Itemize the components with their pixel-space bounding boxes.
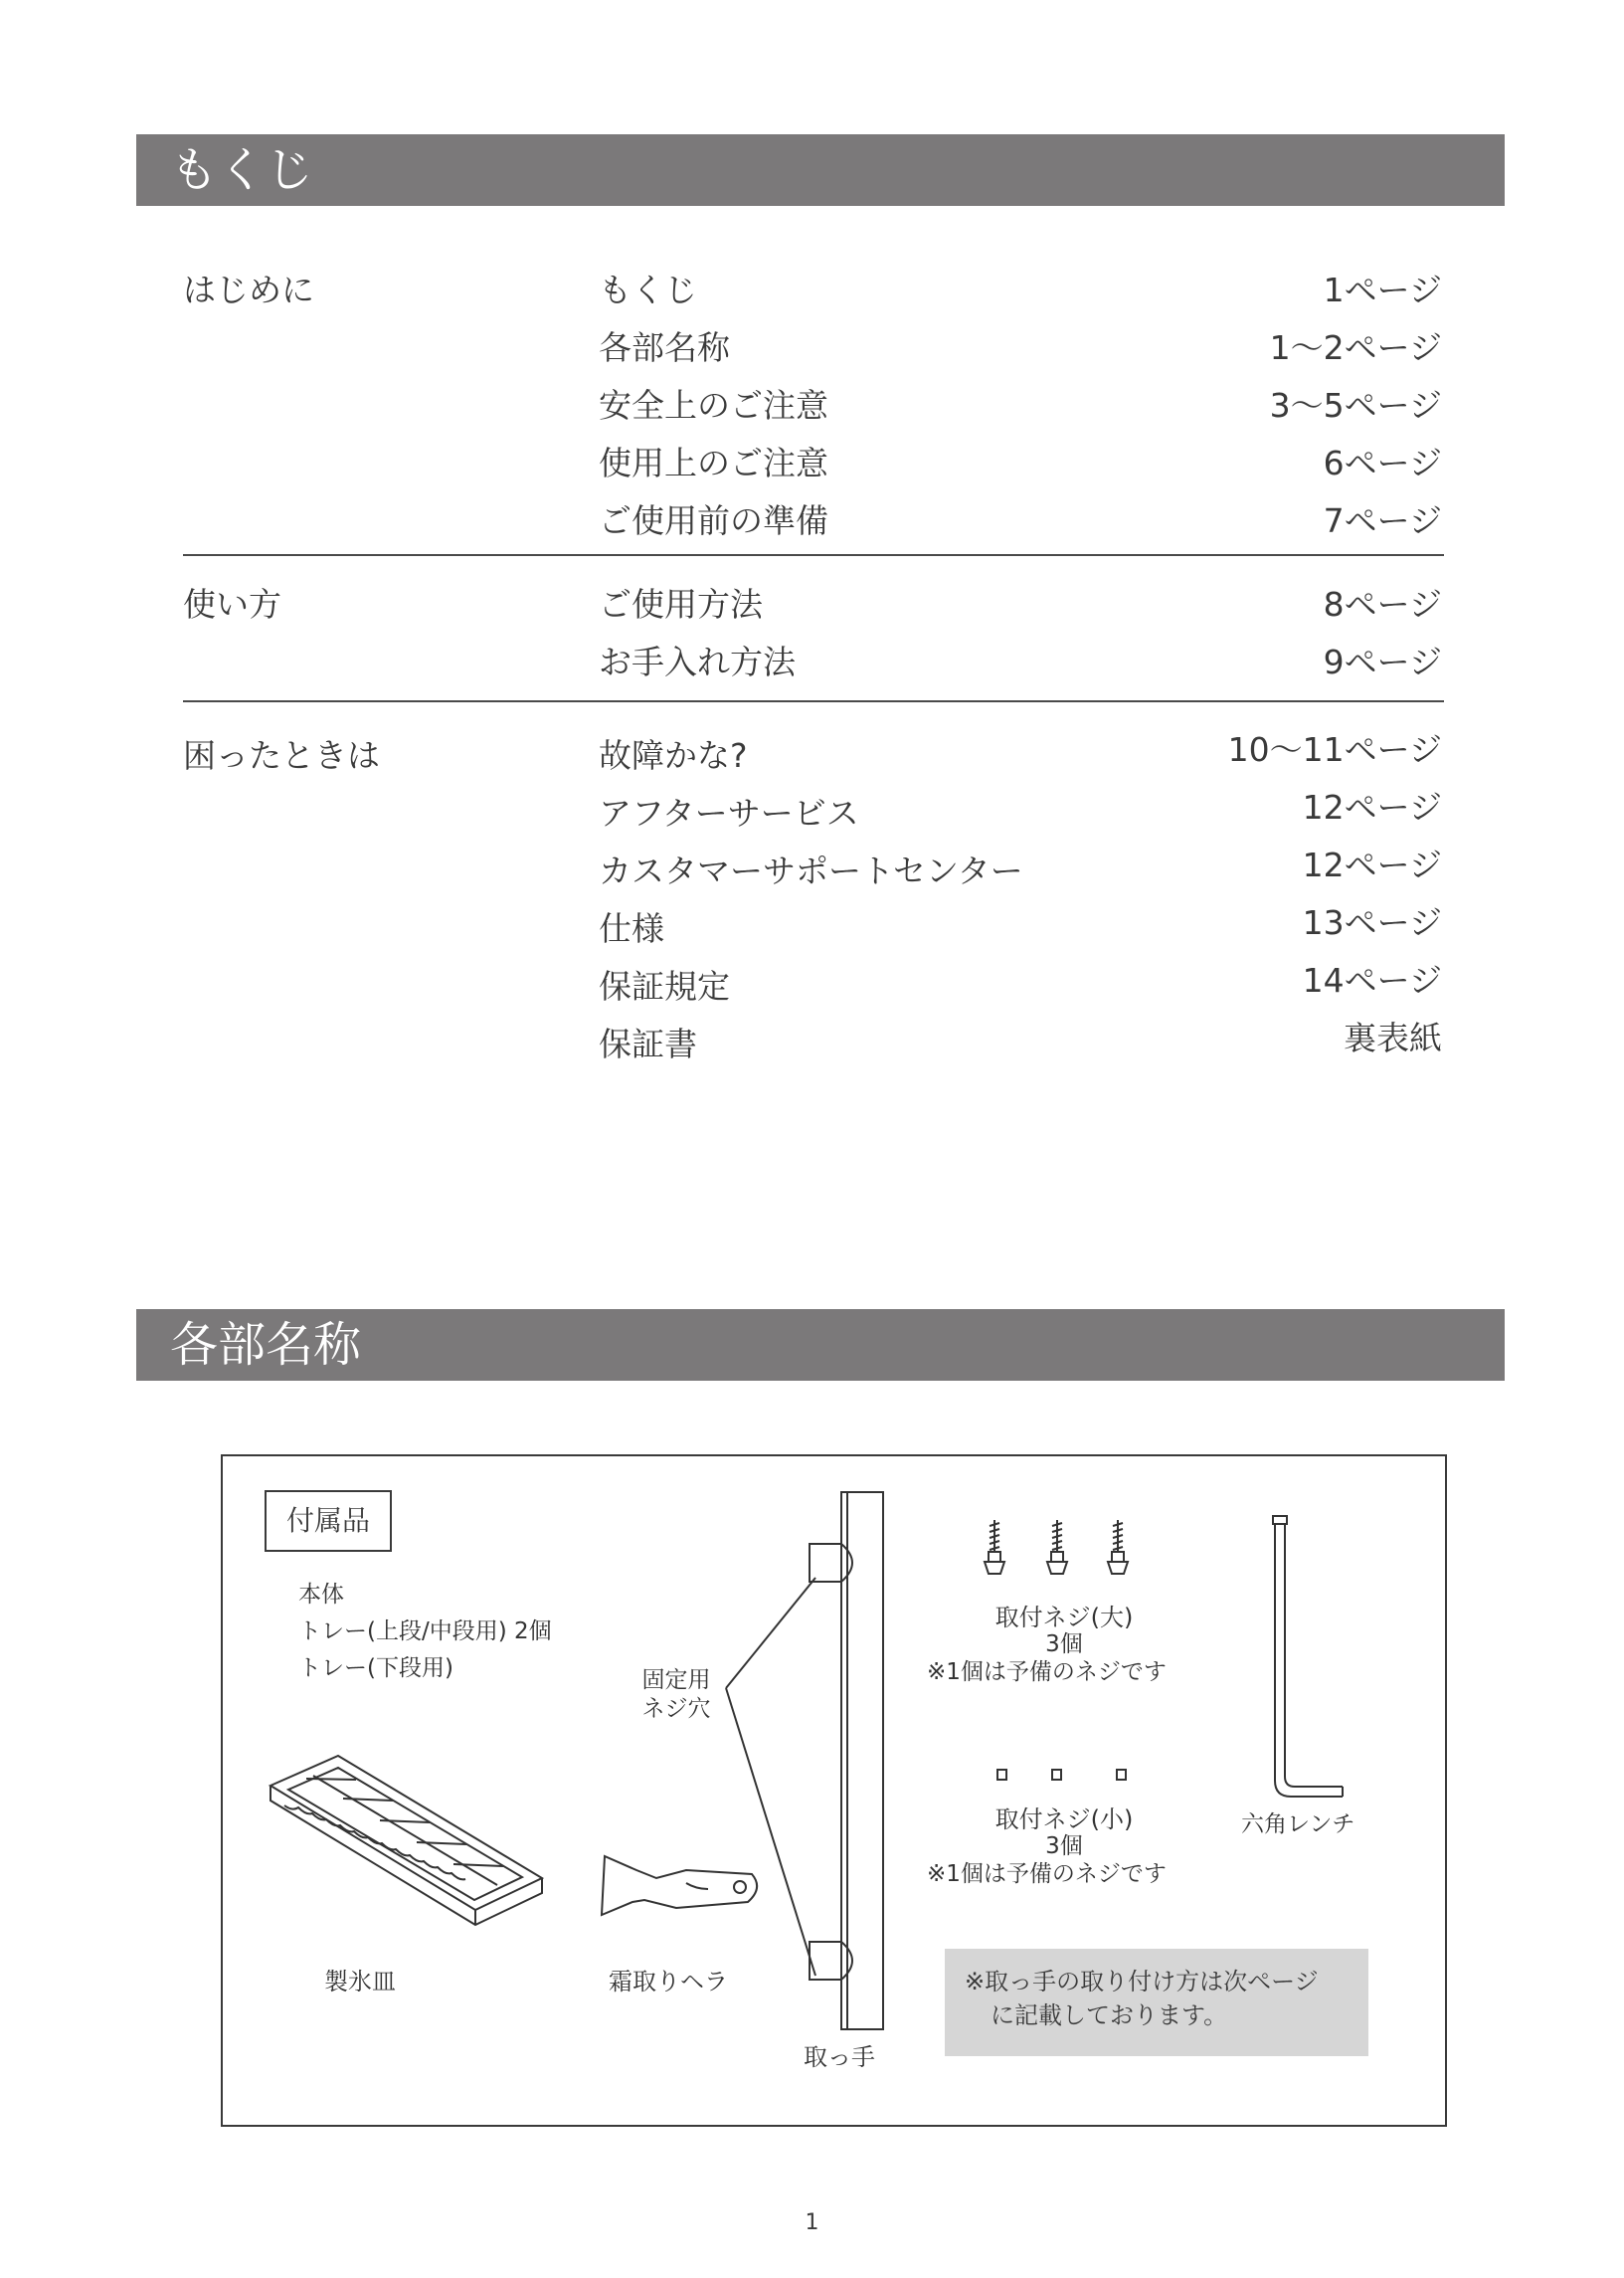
toc-item-label: ご使用方法 [599,585,763,624]
toc-title: もくじ [170,142,314,198]
toc-item-page: 1ページ [1323,271,1442,309]
handle-illustration [726,1492,883,2029]
toc-item-label: ご使用前の準備 [599,501,828,540]
toc-item-label: 安全上のご注意 [599,386,828,425]
parts-title: 各部名称 [170,1317,362,1373]
toc-item-page: 10〜11ページ [1227,730,1442,769]
toc-item-page: 12ページ [1302,788,1442,827]
toc-category: 困ったときは [183,736,380,775]
handle-note-line1: ※取っ手の取り付け方は次ページ [965,1968,1319,1995]
page-number: 1 [805,2210,819,2235]
content-item: トレー(下段用) [298,1655,453,1681]
toc-item-page: 13ページ [1302,903,1442,942]
ice-tray-illustration [271,1756,542,1925]
scraper-illustration [602,1856,757,1915]
toc-item-label: 各部名称 [599,328,730,367]
screw-small-illustration [997,1770,1126,1780]
handle-label: 取っ手 [804,2043,875,2071]
toc-category: 使い方 [183,585,281,624]
screw-small-name: 取付ネジ(小) [994,1805,1134,1833]
screw-large-qty: 3個 [1045,1631,1083,1657]
screw-large-illustration [985,1520,1128,1574]
content-item: 本体 [298,1582,344,1608]
toc-item-page: 7ページ [1323,501,1442,540]
mount-hole-label-line1: 固定用 [641,1667,711,1693]
toc-item-page: 1〜2ページ [1269,328,1442,367]
toc-item-page: 14ページ [1302,961,1442,1000]
mount-hole-label-line2: ネジ穴 [641,1696,711,1722]
toc-item-page: 6ページ [1323,444,1442,482]
toc-item-label: 保証規定 [599,967,730,1006]
toc-item-page: 8ページ [1323,585,1442,624]
hex-wrench-label: 六角レンチ [1241,1811,1355,1837]
scraper-label: 霜取りヘラ [609,1968,728,1995]
screw-small-qty: 3個 [1045,1833,1083,1859]
toc-item-page: 9ページ [1323,643,1442,681]
toc-item-page: 12ページ [1302,846,1442,884]
toc-item-label: カスタマーサポートセンター [599,852,1023,890]
toc-item-label: お手入れ方法 [599,643,796,681]
hex-wrench-illustration [1273,1516,1343,1797]
toc-item-label: 保証書 [599,1025,697,1063]
ice-tray-label: 製氷皿 [324,1968,396,1995]
content-item: トレー(上段/中段用) 2個 [298,1618,552,1644]
handle-note-line2: に記載しております。 [991,2001,1228,2029]
toc-item-page: 3〜5ページ [1269,386,1442,425]
toc-item-label: 使用上のご注意 [599,444,828,482]
screw-large-name: 取付ネジ(大) [994,1604,1134,1631]
accessories-heading: 付属品 [265,1490,392,1552]
handle-note [945,1949,1368,2056]
toc-category: はじめに [183,271,314,309]
toc-item-label: もくじ [599,271,697,309]
screw-small-note: ※1個は予備のネジです [927,1861,1167,1887]
toc-item-label: アフターサービス [599,794,859,833]
toc-item-page: 裏表紙 [1344,1019,1442,1057]
screw-large-note: ※1個は予備のネジです [927,1659,1167,1685]
toc-item-label: 故障かな? [599,736,748,775]
toc-item-label: 仕様 [599,909,664,948]
